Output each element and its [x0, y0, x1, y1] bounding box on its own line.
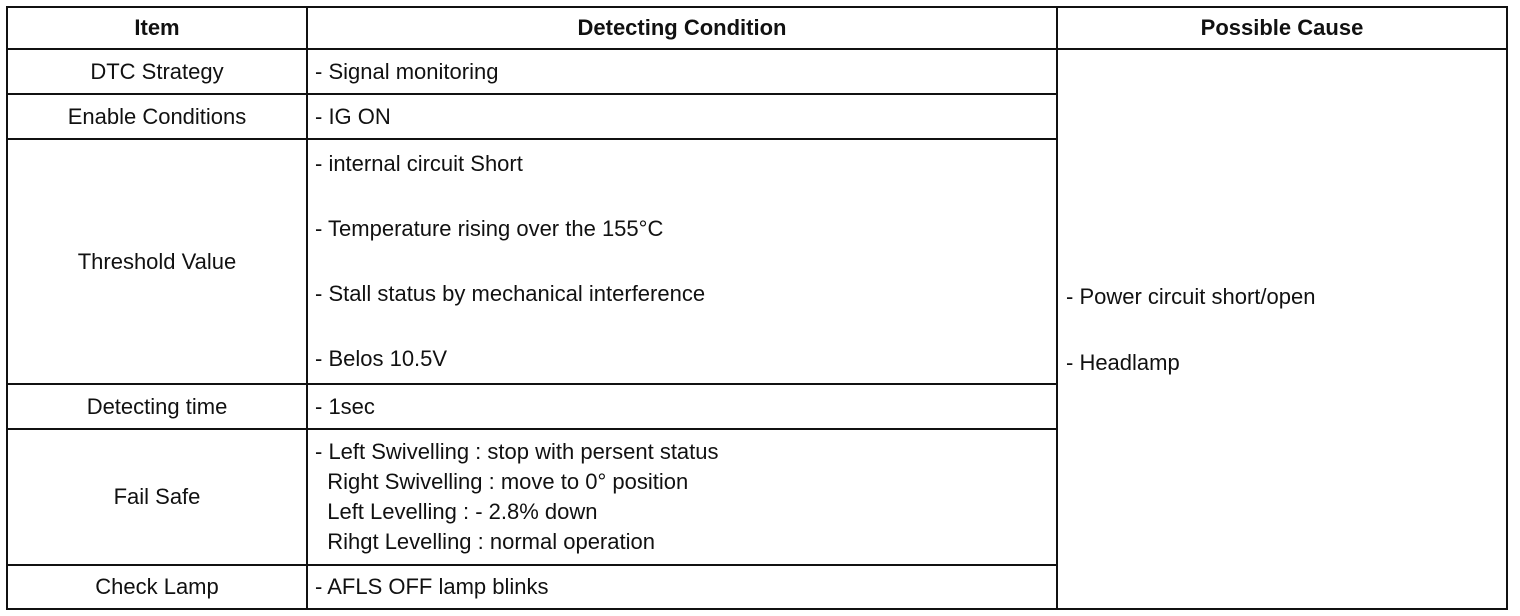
possible-cause-list — [1066, 280, 1498, 379]
condition-cell — [307, 429, 1057, 565]
item-label: DTC Strategy — [7, 49, 307, 94]
condition-line: Right Swivelling : move to 0° position — [315, 469, 689, 494]
condition-line: Rihgt Levelling : normal operation — [315, 529, 655, 554]
possible-cause-cell — [1057, 49, 1507, 609]
condition-cell — [307, 49, 1057, 94]
condition-line: - internal circuit Short — [315, 151, 523, 176]
possible-cause-line: - Headlamp — [1066, 349, 1180, 375]
header-item: Item — [7, 7, 307, 49]
condition-cell — [307, 384, 1057, 429]
condition-line: Left Levelling : - 2.8% down — [315, 499, 598, 524]
item-label: Fail Safe — [7, 429, 307, 565]
condition-cell — [307, 139, 1057, 384]
condition-line: - Belos 10.5V — [315, 346, 448, 371]
condition-line: - Temperature rising over the 155°C — [315, 216, 664, 241]
table-header-row — [7, 7, 1507, 49]
table-row-dtc-strategy — [7, 49, 1507, 94]
condition-line: - Stall status by mechanical interference — [315, 281, 706, 306]
condition-line: - 1sec — [315, 393, 375, 419]
condition-cell — [307, 94, 1057, 139]
fail-safe-condition-list — [315, 437, 1048, 557]
condition-cell — [307, 565, 1057, 609]
condition-line: - IG ON — [315, 103, 391, 129]
possible-cause-line: - Power circuit short/open — [1066, 283, 1316, 309]
item-label: Check Lamp — [7, 565, 307, 609]
header-detecting-condition: Detecting Condition — [307, 7, 1057, 49]
item-label: Enable Conditions — [7, 94, 307, 139]
dtc-detecting-table — [6, 6, 1508, 610]
threshold-condition-list — [315, 149, 1048, 374]
header-possible-cause: Possible Cause — [1057, 7, 1507, 49]
condition-line: - AFLS OFF lamp blinks — [315, 574, 549, 599]
item-label: Threshold Value — [7, 139, 307, 384]
condition-line: - Left Swivelling : stop with persent status — [315, 439, 719, 464]
condition-line: - Signal monitoring — [315, 58, 499, 84]
item-label: Detecting time — [7, 384, 307, 429]
